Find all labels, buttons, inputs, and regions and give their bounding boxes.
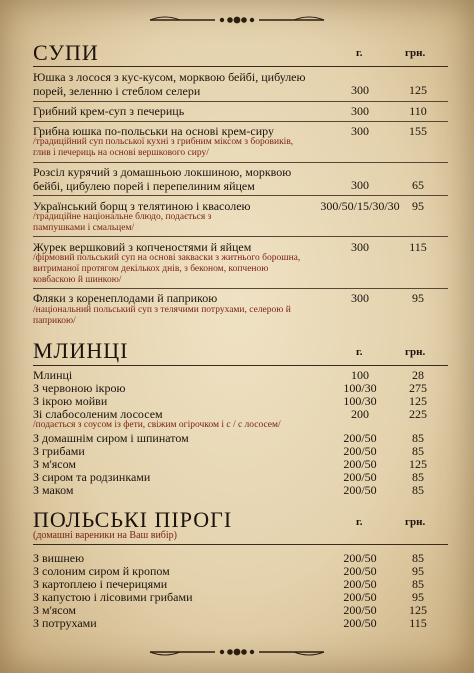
pierogi-item-weight: 200/50 (343, 590, 377, 604)
soup-item-name: Український борщ з телятиною і квасолею (33, 199, 251, 213)
soup-item-name: Грибна юшка по-польськи на основі крем-сиру (33, 124, 274, 138)
soup-item-note: /традиційний суп польської кухні з грибним міксом з боровиків, глив і печериць на основі вершкового сиру/ (33, 137, 294, 158)
pancake-item-name: З червоною ікрою (33, 381, 126, 395)
pancake-item-price: 125 (409, 457, 427, 471)
soup-item-note: /традиційне національне блюдо, подається з пампушками і смальцем/ (33, 212, 212, 233)
pancakes-price-header: грн. (405, 346, 426, 358)
pancake-item-weight: 200/50 (343, 431, 377, 445)
pancake-item-price: 85 (412, 444, 424, 458)
pancake-item-name: Млинці (33, 368, 73, 382)
pierogi-item-price: 125 (409, 603, 427, 617)
soups-price-header: грн. (405, 47, 426, 59)
soup-item-note: /фірмовий польський суп на основі закваски з житнього борошна, витриманої протягом декількох днів, з беконом, копченою ковбаскою й шинкою/ (33, 253, 301, 285)
soup-item-note: /національний польський суп з телячими потрухами, селерою й паприкою/ (33, 305, 291, 326)
pancakes-weight-header: г. (356, 346, 363, 358)
soup-item-weight: 300 (351, 178, 369, 192)
pancake-item-weight: 200/50 (343, 457, 377, 471)
pancake-item-price: 85 (412, 470, 424, 484)
pierogi-item-weight: 200/50 (343, 616, 377, 630)
pierogi-item-weight: 200/50 (343, 577, 377, 591)
soup-item-weight: 300/50/15/30/30 (320, 199, 400, 213)
pancakes-title: МЛИНЦІ (33, 338, 129, 363)
pancakes-rule (33, 365, 448, 366)
soup-item-weight: 300 (351, 240, 369, 254)
soup-item-price: 65 (412, 178, 424, 192)
pancake-item-weight: 200/50 (343, 470, 377, 484)
pancake-item-price: 28 (412, 368, 424, 382)
soup-item-weight: 300 (351, 124, 369, 138)
soups-rule (33, 66, 448, 67)
pancake-item-name: З домашнім сиром і шпинатом (33, 431, 189, 445)
pierogi-item-price: 85 (412, 551, 424, 565)
pierogi-subtitle: (домашні вареники на Ваш вибір) (33, 530, 178, 541)
pierogi-item-price: 95 (412, 564, 424, 578)
pancake-item-price: 225 (409, 407, 427, 421)
pancake-item-weight: 200/50 (343, 483, 377, 497)
pancake-item-price: 275 (409, 381, 427, 395)
soup-item-name: Юшка з лосося з кус-кусом, морквою бейбі, цибулею порей, зеленню і стеблом селери (33, 70, 306, 98)
soup-item-price: 95 (412, 291, 424, 305)
pancake-item-weight: 200 (351, 407, 369, 421)
soup-item-weight: 300 (351, 83, 369, 97)
pierogi-item-name: З потрухами (33, 616, 97, 630)
soup-item-name: Журек вершковий з копченостями й яйцем (33, 240, 252, 254)
pierogi-item-name: З м'ясом (33, 603, 76, 617)
soup-item-name: Грибний крем-суп з печериць (33, 104, 185, 118)
pierogi-weight-header: г. (356, 516, 363, 528)
pierogi-rule (33, 544, 448, 545)
pierogi-item-price: 115 (409, 616, 427, 630)
pancake-item-name: З м'ясом (33, 457, 76, 471)
pierogi-price-header: грн. (405, 516, 426, 528)
pierogi-item-name: З вишнею (33, 551, 85, 565)
soups-title: СУПИ (33, 40, 99, 65)
pancake-item-weight: 100/30 (343, 381, 377, 395)
item-divider (33, 288, 448, 289)
soup-item-name: Розсіл курячий з домашньою локшиною, морквою бейбі, цибулею порей і перепелиним яйцем (33, 165, 292, 193)
pierogi-title: ПОЛЬСЬКІ ПІРОГІ (33, 507, 233, 532)
pancake-item-name: З ікрою мойви (33, 394, 108, 408)
item-divider (33, 121, 448, 122)
pancake-item-weight: 100 (351, 368, 369, 382)
top-ornament (0, 10, 474, 30)
item-divider (33, 101, 448, 102)
item-divider (33, 236, 448, 237)
soup-item-price: 155 (409, 124, 427, 138)
pierogi-item-name: З капустою і лісовими грибами (33, 590, 193, 604)
pancake-note: /подається з соусом із фети, свіжим огірочком і с / с лососем/ (33, 420, 281, 430)
pancake-item-weight: 200/50 (343, 444, 377, 458)
pancake-item-price: 125 (409, 394, 427, 408)
item-divider (33, 162, 448, 163)
pancake-item-name: Зі слабосоленим лососем (33, 407, 163, 421)
bottom-ornament (0, 642, 474, 662)
soup-item-weight: 300 (351, 291, 369, 305)
soup-item-weight: 300 (351, 104, 369, 118)
pierogi-item-weight: 200/50 (343, 551, 377, 565)
soup-item-price: 125 (409, 83, 427, 97)
pierogi-item-name: З картоплею і печерицями (33, 577, 168, 591)
pierogi-item-name: З солоним сиром й кропом (33, 564, 170, 578)
pancake-item-price: 85 (412, 483, 424, 497)
pancake-item-name: З грибами (33, 444, 85, 458)
pancake-item-weight: 100/30 (343, 394, 377, 408)
soup-item-price: 115 (409, 240, 427, 254)
pancake-item-price: 85 (412, 431, 424, 445)
item-divider (33, 195, 448, 196)
soup-item-name: Фляки з коренеплодами й паприкою (33, 291, 218, 305)
pierogi-item-price: 95 (412, 590, 424, 604)
pancake-item-name: З сиром та родзинками (33, 470, 151, 484)
soup-item-price: 95 (412, 199, 424, 213)
pancake-item-name: З маком (33, 483, 74, 497)
soups-weight-header: г. (356, 47, 363, 59)
soup-item-price: 110 (409, 104, 427, 118)
pierogi-item-weight: 200/50 (343, 603, 377, 617)
pierogi-item-weight: 200/50 (343, 564, 377, 578)
pierogi-item-price: 85 (412, 577, 424, 591)
